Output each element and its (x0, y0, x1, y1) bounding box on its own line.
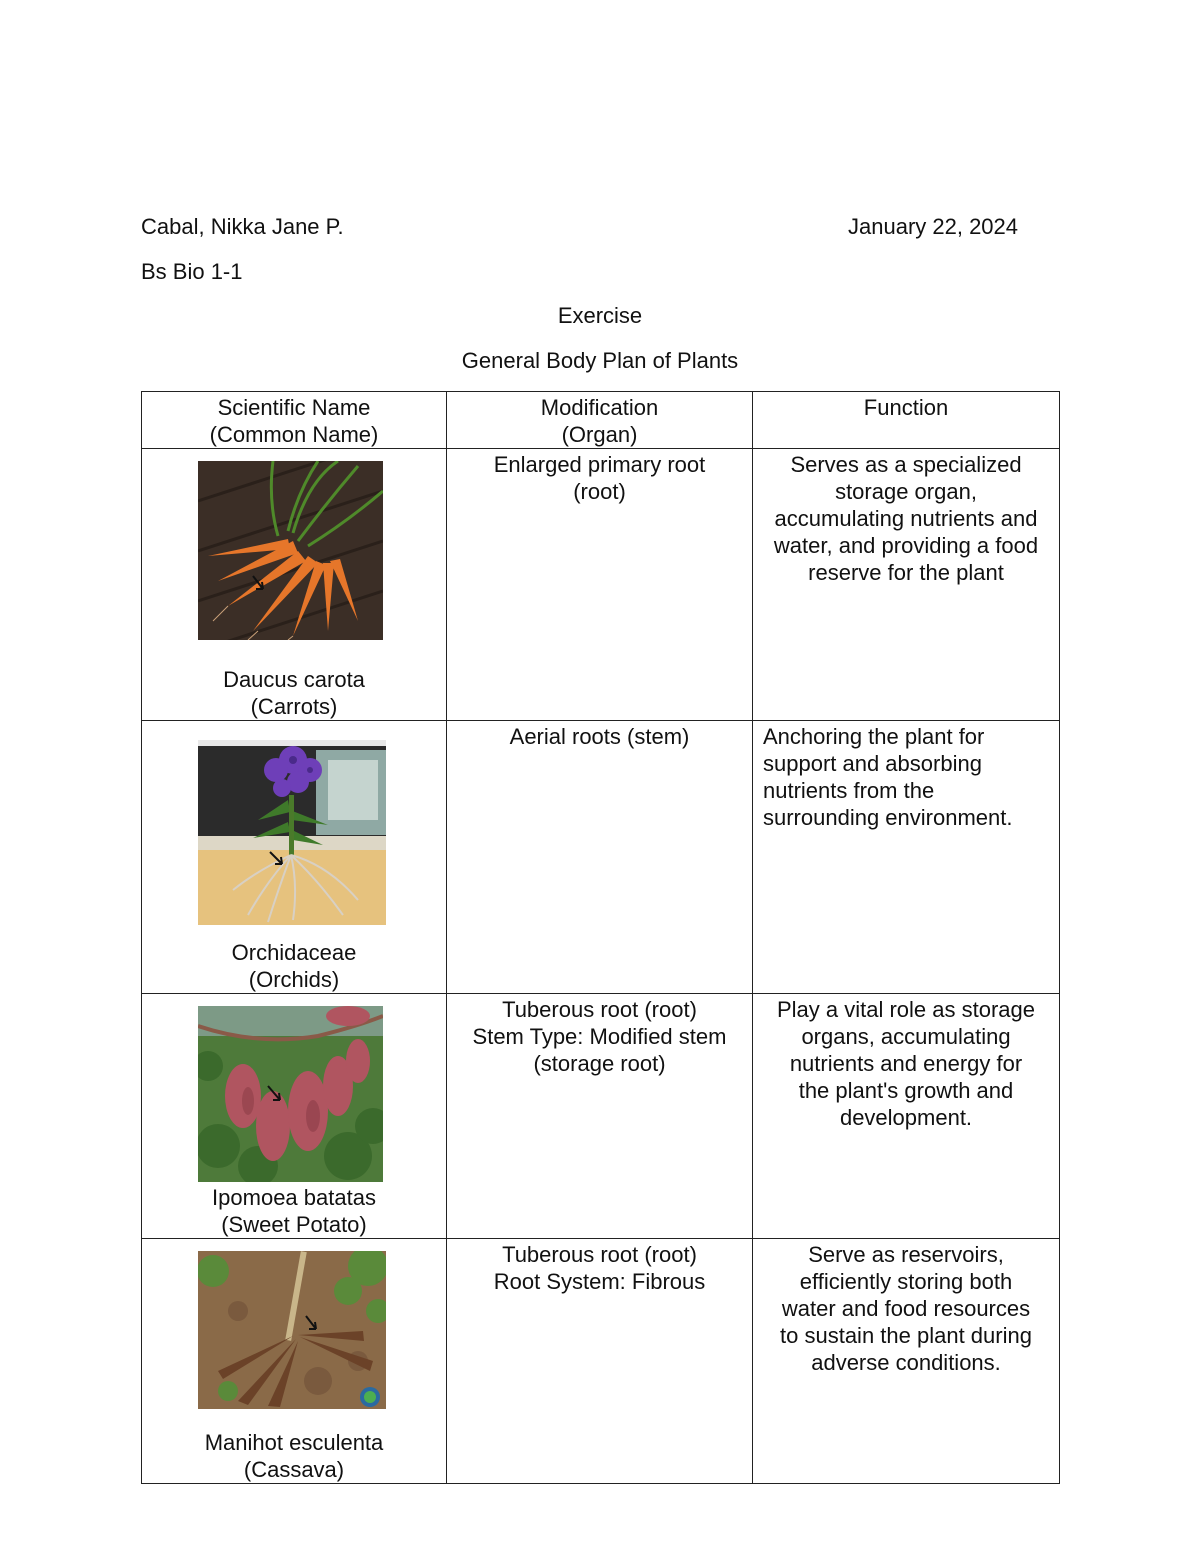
modification-cell: Tuberous root (root) Root System: Fibrous (447, 1239, 753, 1484)
common-name: (Sweet Potato) (221, 1212, 367, 1237)
page-title: Exercise (557, 303, 643, 328)
header-modification: Modification (Organ) (447, 392, 753, 449)
common-name: (Orchids) (248, 967, 340, 992)
modification-cell: Enlarged primary root (root) (447, 449, 753, 721)
common-name: (Cassava) (243, 1457, 345, 1482)
function-cell: Serve as reservoirs, efficiently storing both water and food resources to sustain the plant during adverse conditions. (753, 1239, 1060, 1484)
function-cell: Play a vital role as storage organs, accumulating nutrients and energy for the plant's growth and development. (753, 994, 1060, 1239)
page-subtitle: General Body Plan of Plants (461, 348, 739, 373)
scientific-name: Daucus carota (223, 667, 365, 692)
carrot-photo (198, 461, 383, 640)
table-row (142, 449, 1060, 721)
common-name: (Carrots) (250, 694, 338, 719)
document-date: January 22, 2024 (848, 214, 1019, 239)
table-row (142, 1239, 1060, 1484)
specimen-cell (142, 994, 447, 1239)
scientific-name: Orchidaceae (231, 940, 357, 965)
specimen-cell (142, 721, 447, 994)
course-section: Bs Bio 1-1 (141, 259, 243, 284)
header-function: Function (753, 392, 1060, 449)
sweet-potato-photo (198, 1006, 383, 1182)
header-scientific-name: Scientific Name (Common Name) (142, 392, 447, 449)
orchid-photo (198, 740, 386, 925)
function-cell: Serves as a specialized storage organ, accumulating nutrients and water, and providing a food reserve for the plant (753, 449, 1060, 721)
function-cell: Anchoring the plant for support and absorbing nutrients from the surrounding environment. (753, 721, 1060, 994)
specimen-cell (142, 1239, 447, 1484)
modification-cell: Aerial roots (stem) (447, 721, 753, 994)
table-header-row (142, 392, 1060, 449)
specimen-cell (142, 449, 447, 721)
plants-table (141, 391, 1060, 1484)
table-row (142, 994, 1060, 1239)
cassava-photo (198, 1251, 386, 1409)
table-row (142, 721, 1060, 994)
scientific-name: Ipomoea batatas (212, 1185, 376, 1210)
student-name: Cabal, Nikka Jane P. (141, 214, 344, 239)
modification-cell: Tuberous root (root) Stem Type: Modified stem (storage root) (447, 994, 753, 1239)
scientific-name: Manihot esculenta (204, 1430, 384, 1455)
